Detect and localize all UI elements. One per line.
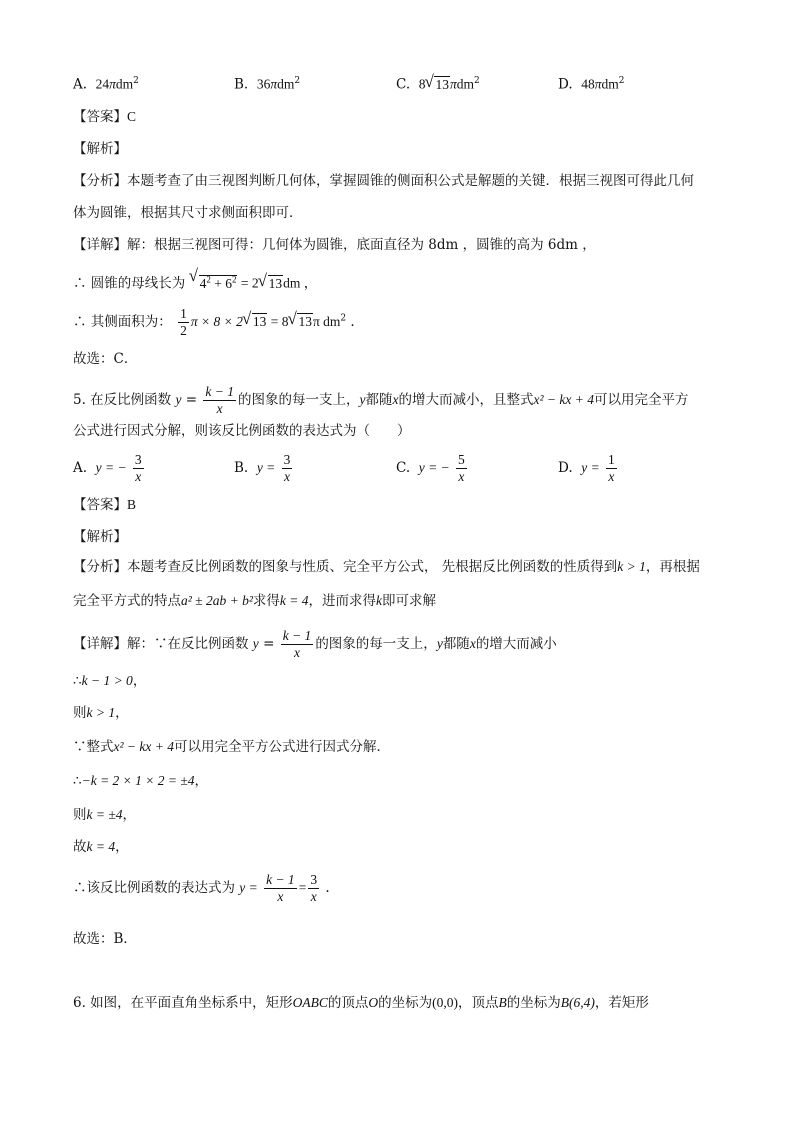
stem-fraction: $\frac{k - 1}{x}$ xyxy=(205,384,234,416)
q5-option-d[interactable]: D. y = $\frac{1}{x}$ xyxy=(558,452,615,484)
q5-step-2: 则k > 1， xyxy=(73,705,129,721)
result-fraction: $\frac{k - 1}{x}$ xyxy=(266,872,295,904)
option-fraction: $\frac{5}{x}$ xyxy=(458,452,465,484)
sqrt-13: √ 13 xyxy=(243,312,268,332)
xj-fraction: $\frac{k - 1}{x}$ xyxy=(282,628,312,660)
option-fraction: $\frac{1}{x}$ xyxy=(608,452,615,484)
option-fraction: $\frac{3}{x}$ xyxy=(283,452,291,484)
q5-step-4: ∴−k = 2 × 1 × 2 = ±4， xyxy=(73,773,209,789)
q5-choose: 故选：B． xyxy=(73,931,137,947)
q5-stem-line2: 公式进行因式分解，则该反比例函数的表达式为（ ） xyxy=(73,423,411,439)
q4-option-c[interactable]: C. 8√ 13πdm$^2$ xyxy=(396,72,480,94)
q5-option-a[interactable]: A. y = − $\frac{3}{x}$ xyxy=(73,452,142,484)
q4-lateral-area: ∴ 其侧面积为： $\frac{1}{2}$ π × 8 × 2√ 13 = 8√ 13π $dm^2$ . xyxy=(73,306,355,339)
q4-fenxi-line1: 【分析】本题考查了由三视图判断几何体，掌握圆锥的侧面积公式是解题的关键．根据三视图可得此几何 xyxy=(73,173,694,189)
q4-option-a[interactable]: A. 24πdm$^2$ xyxy=(73,76,139,93)
option-fraction: $\frac{3}{x}$ xyxy=(134,452,142,484)
half-fraction: $\frac{1}{2}$ xyxy=(180,306,187,338)
q5-stem-line1: 5. 在反比例函数 y = $\frac{k - 1}{x}$ 的图象的每一支上，y都随x的增大而减小，且整式x² − kx + 4可以用完全平方 xyxy=(73,384,689,416)
q4-answer: 【答案】C xyxy=(73,109,137,125)
q5-option-c[interactable]: C. y = − $\frac{5}{x}$ xyxy=(396,452,465,484)
q5-option-b[interactable]: B. y = $\frac{3}{x}$ xyxy=(234,452,291,484)
result-fraction-2: $\frac{3}{x}$ xyxy=(310,872,318,904)
sqrt-13: √ 13 xyxy=(425,76,450,94)
q6-stem-line1: 6. 如图，在平面直角坐标系中，矩形OABC的顶点O的坐标为(0,0)，顶点B的坐标为B(6,4)，若矩形 xyxy=(73,995,649,1011)
q5-fenxi-line2: 完全平方式的特点a² ± 2ab + b²求得k = 4，进而求得k即可求解 xyxy=(73,593,436,609)
q5-step-7: ∴该反比例函数的表达式为 y = $\frac{k - 1}{x}$ = $\frac{3}{x}$ . xyxy=(73,872,330,904)
q4-choose: 故选：C． xyxy=(73,351,138,367)
q4-option-b[interactable]: B. 36πdm$^2$ xyxy=(234,76,301,93)
q5-step-5: 则k = ±4， xyxy=(73,807,137,823)
sqrt-13: √ 13 xyxy=(259,275,284,293)
sqrt-13: √ 13 xyxy=(288,312,313,332)
q4-option-d[interactable]: D. 48πdm$^2$ xyxy=(558,76,625,93)
q4-fenxi-line2: 体为圆锥，根据其尺寸求侧面积即可． xyxy=(73,205,303,221)
q4-analysis-header: 【解析】 xyxy=(73,141,127,157)
q5-fenxi-line1: 【分析】本题考查反比例函数的图象与性质、完全平方公式， 先根据反比例函数的性质得到k > 1，再根据 xyxy=(73,559,700,575)
q4-xiangjie: 【详解】解：根据三视图可得：几何体为圆锥，底面直径为 8dm ，圆锥的高为 6dm ， xyxy=(73,237,596,253)
q5-answer: 【答案】B xyxy=(73,497,137,513)
q5-analysis-header: 【解析】 xyxy=(73,529,127,545)
q4-slant-height: ∴ 圆锥的母线长为 √ $4^2 + 6^2 = 2√$ 13dm ， xyxy=(73,270,317,293)
q5-xiangjie: 【详解】解：∵在反比例函数 y = $\frac{k - 1}{x}$ 的图象的每一支上，y都随x的增大而减小 xyxy=(73,628,557,660)
sqrt-sum: √ $4^2 + 6^2$ xyxy=(190,270,238,293)
q5-step-1: ∴k − 1 > 0， xyxy=(73,673,147,689)
q5-step-6: 故k = 4， xyxy=(73,839,129,855)
q5-step-3: ∵整式x² − kx + 4可以用完全平方公式进行因式分解． xyxy=(73,739,390,755)
